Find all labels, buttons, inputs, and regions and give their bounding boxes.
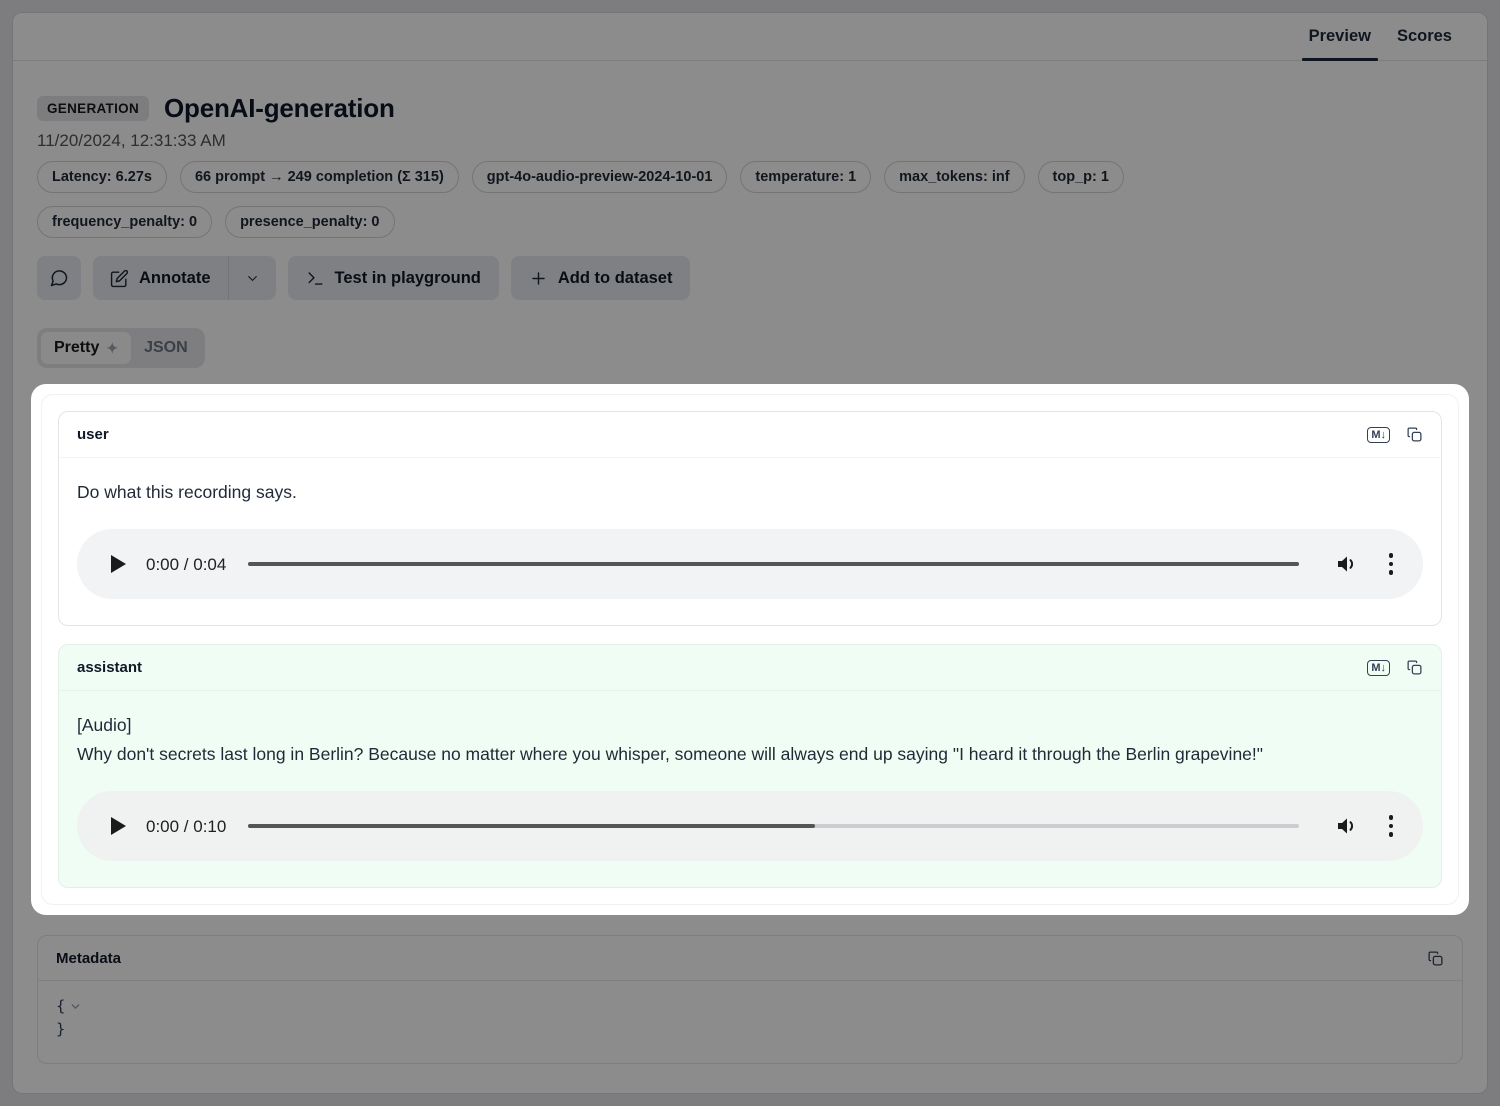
json-view-toggle[interactable]: JSON (144, 339, 188, 356)
audio-time: 0:00 / 0:04 (146, 554, 227, 574)
copy-icon[interactable] (1406, 426, 1423, 443)
frequency-penalty-pill: frequency_penalty: 0 (37, 206, 212, 238)
assistant-audio-tag: [Audio] (77, 715, 132, 735)
sparkles-icon: ✦ (106, 340, 119, 356)
add-to-dataset-button-label: Add to dataset (557, 268, 673, 287)
pretty-toggle-label: Pretty (54, 339, 100, 356)
user-audio-player (77, 529, 1423, 599)
volume-icon[interactable] (1335, 814, 1359, 838)
copy-icon[interactable] (1406, 659, 1423, 676)
user-message-header (59, 412, 1441, 458)
open-brace: { (56, 997, 66, 1015)
audio-time: 0:00 / 0:10 (146, 816, 227, 836)
annotate-button-label: Annotate (139, 268, 211, 287)
token-usage-pill: 66 prompt → 249 completion (Σ 315) (180, 161, 459, 193)
io-messages-container (41, 394, 1459, 905)
top-p-pill: top_p: 1 (1038, 161, 1124, 193)
assistant-message-header (59, 645, 1441, 691)
assistant-message-card (58, 644, 1442, 888)
timestamp: 11/20/2024, 12:31:33 AM (37, 131, 226, 150)
volume-icon[interactable] (1335, 552, 1359, 576)
audio-timeline[interactable] (248, 562, 1298, 566)
tab-scores[interactable]: Scores (1396, 27, 1452, 45)
markdown-toggle-icon[interactable]: M↓ (1367, 660, 1390, 676)
page-title: OpenAI-generation (164, 92, 395, 123)
audio-timeline-fill (248, 824, 815, 828)
assistant-audio-player (77, 791, 1423, 861)
close-brace: } (56, 1020, 66, 1038)
observation-type-badge: GENERATION (37, 96, 149, 121)
markdown-toggle-icon[interactable]: M↓ (1367, 427, 1390, 443)
model-pill[interactable]: gpt-4o-audio-preview-2024-10-01 (472, 161, 728, 193)
audio-menu-icon[interactable] (1385, 549, 1398, 579)
playground-button-label: Test in playground (334, 268, 481, 287)
user-message-body (59, 458, 1441, 625)
temperature-pill: temperature: 1 (740, 161, 871, 193)
max-tokens-pill: max_tokens: inf (884, 161, 1024, 193)
role-label: assistant (77, 659, 143, 676)
play-icon[interactable] (111, 817, 126, 835)
role-label: user (77, 426, 109, 443)
play-icon[interactable] (111, 555, 126, 573)
io-spotlight-panel (31, 384, 1469, 915)
audio-timeline-fill (248, 562, 1298, 566)
tab-preview[interactable]: Preview (1296, 13, 1384, 60)
audio-timeline[interactable] (248, 824, 1298, 828)
assistant-message-text: Why don't secrets last long in Berlin? Because no matter where you whisper, someone will always end up saying "I heard it through the Berlin grapevine!" (77, 744, 1263, 764)
metadata-title: Metadata (56, 949, 122, 967)
audio-menu-icon[interactable] (1385, 811, 1398, 841)
user-message-card (58, 411, 1442, 626)
presence-penalty-pill: presence_penalty: 0 (225, 206, 394, 238)
user-message-text: Do what this recording says. (77, 482, 297, 502)
assistant-message-body (59, 691, 1441, 887)
latency-pill: Latency: 6.27s (37, 161, 167, 193)
